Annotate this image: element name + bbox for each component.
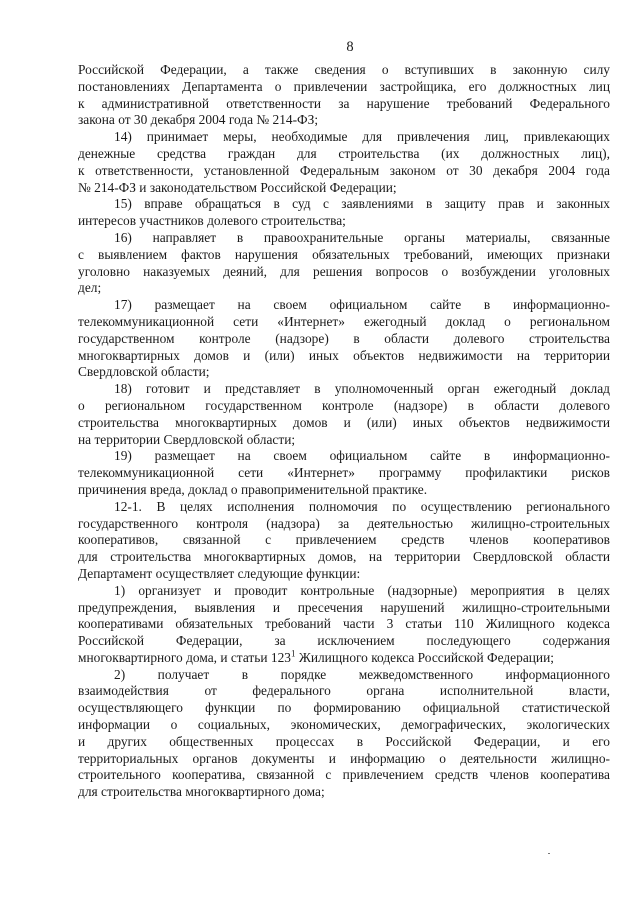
paragraph-function-1 xyxy=(78,583,610,667)
text-fragment: Жилищного кодекса Российской Федерации; xyxy=(295,649,554,665)
text-line: территориальных органов документы и информацию о деятельности жилищно- xyxy=(78,750,610,766)
paragraph-item-15 xyxy=(78,196,610,230)
text-line: строительства многоквартирных домов и (или) иных объектов недвижимости xyxy=(78,414,610,430)
text-fragment: многоквартирного дома, и статьи 123 xyxy=(78,649,291,665)
text-line: 14) принимает меры, необходимые для привлечения лиц, привлекающих xyxy=(114,129,610,145)
text-line xyxy=(78,650,610,667)
text-line: 18) готовит и представляет в уполномоченный орган ежегодный доклад xyxy=(114,381,610,397)
text-line: предупреждения, выявления и пресечения нарушений жилищно-строительными xyxy=(78,599,610,615)
text-line: 15) вправе обращаться в суд с заявлениями в защиту прав и законных xyxy=(114,196,610,212)
text-line: к ответственности, установленной Федеральным законом от 30 декабря 2004 года xyxy=(78,162,610,178)
text-line: интересов участников долевого строительства; xyxy=(78,213,346,229)
text-line: кооперативами обязательных требований части 3 статьи 110 Жилищного кодекса xyxy=(78,616,610,632)
text-line: денежные средства граждан для строительства (их должностных лиц), xyxy=(78,145,610,161)
text-line: осуществляющего функции по формированию официальной статистической xyxy=(78,700,610,716)
page-number: 8 xyxy=(346,39,354,55)
text-line: о региональном государственном контроле (надзоре) в области долевого xyxy=(78,397,610,413)
text-line: 12-1. В целях исполнения полномочия по осуществлению регионального xyxy=(114,498,610,514)
text-line: на территории Свердловской области; xyxy=(78,431,296,447)
text-line: Свердловской области; xyxy=(78,364,210,380)
text-line: строительного кооператива, связанной с привлечением средств членов кооператива xyxy=(78,767,610,783)
text-line: для строительства многоквартирного дома; xyxy=(78,784,325,800)
text-line: № 214-ФЗ и законодательством Российской Федерации; xyxy=(78,179,397,195)
text-line: Российской Федерации, за исключением последующего содержания xyxy=(78,633,610,649)
text-line: к административной ответственности за нарушение требований Федерального xyxy=(78,95,610,111)
text-line: уголовно наказуемых деяний, для решения вопросов о возбуждении уголовных xyxy=(78,263,610,279)
text-line: государственном контроле (надзоре) в области долевого строительства xyxy=(78,330,610,346)
text-line: 17) размещает на своем официальном сайте в информационно- xyxy=(114,297,610,313)
text-line: дел; xyxy=(78,280,102,296)
paragraph-item-16 xyxy=(78,230,610,297)
text-line: государственного контроля (надзора) за деятельностью жилищно-строительных xyxy=(78,515,610,531)
text-line: для строительства многоквартирных домов, на территории Свердловской области xyxy=(78,549,610,565)
text-line: телекоммуникационной сети «Интернет» программу профилактики рисков xyxy=(78,465,610,481)
paragraph-item-14 xyxy=(78,129,610,196)
text-line: Департамент осуществляет следующие функции: xyxy=(78,565,361,581)
text-line: Российской Федерации, а также сведения о вступивших в законную силу xyxy=(78,62,610,77)
paragraph-section-12-1 xyxy=(78,499,610,583)
superscript: 1 xyxy=(290,649,296,659)
scan-speck xyxy=(548,853,550,854)
text-line: и других общественных процессах в Российской Федерации, и его xyxy=(78,733,610,749)
paragraph-continuation xyxy=(78,62,610,129)
paragraph-function-2 xyxy=(78,667,610,801)
text-line: 1) организует и проводит контрольные (надзорные) мероприятия в целях xyxy=(114,582,610,598)
paragraph-item-19 xyxy=(78,448,610,498)
text-line: телекоммуникационной сети «Интернет» ежегодный доклад о региональном xyxy=(78,313,610,329)
document-page xyxy=(78,38,610,801)
text-line: 16) направляет в правоохранительные органы материалы, связанные xyxy=(114,229,610,245)
text-line: многоквартирных домов и (или) иных объектов недвижимости на территории xyxy=(78,347,610,363)
text-line: 2) получает в порядке межведомственного информационного xyxy=(114,666,610,682)
text-line: с выявлением фактов нарушения обязательных требований, имеющих признаки xyxy=(78,246,610,262)
text-line: 19) размещает на своем официальном сайте в информационно- xyxy=(114,448,610,464)
text-line: закона от 30 декабря 2004 года № 214-ФЗ; xyxy=(78,112,319,128)
text-line: кооперативов, связанной с привлечением средств членов кооперативов xyxy=(78,532,610,548)
text-line: взаимодействия от федерального органа исполнительной власти, xyxy=(78,683,610,699)
text-line: причинения вреда, доклад о правоприменительной практике. xyxy=(78,481,428,497)
text-line: постановлениях Департамента о привлечении застройщика, его должностных лиц xyxy=(78,78,610,94)
text-line: информации о социальных, экономических, демографических, экологических xyxy=(78,717,610,733)
paragraph-item-17 xyxy=(78,297,610,381)
paragraph-item-18 xyxy=(78,381,610,448)
